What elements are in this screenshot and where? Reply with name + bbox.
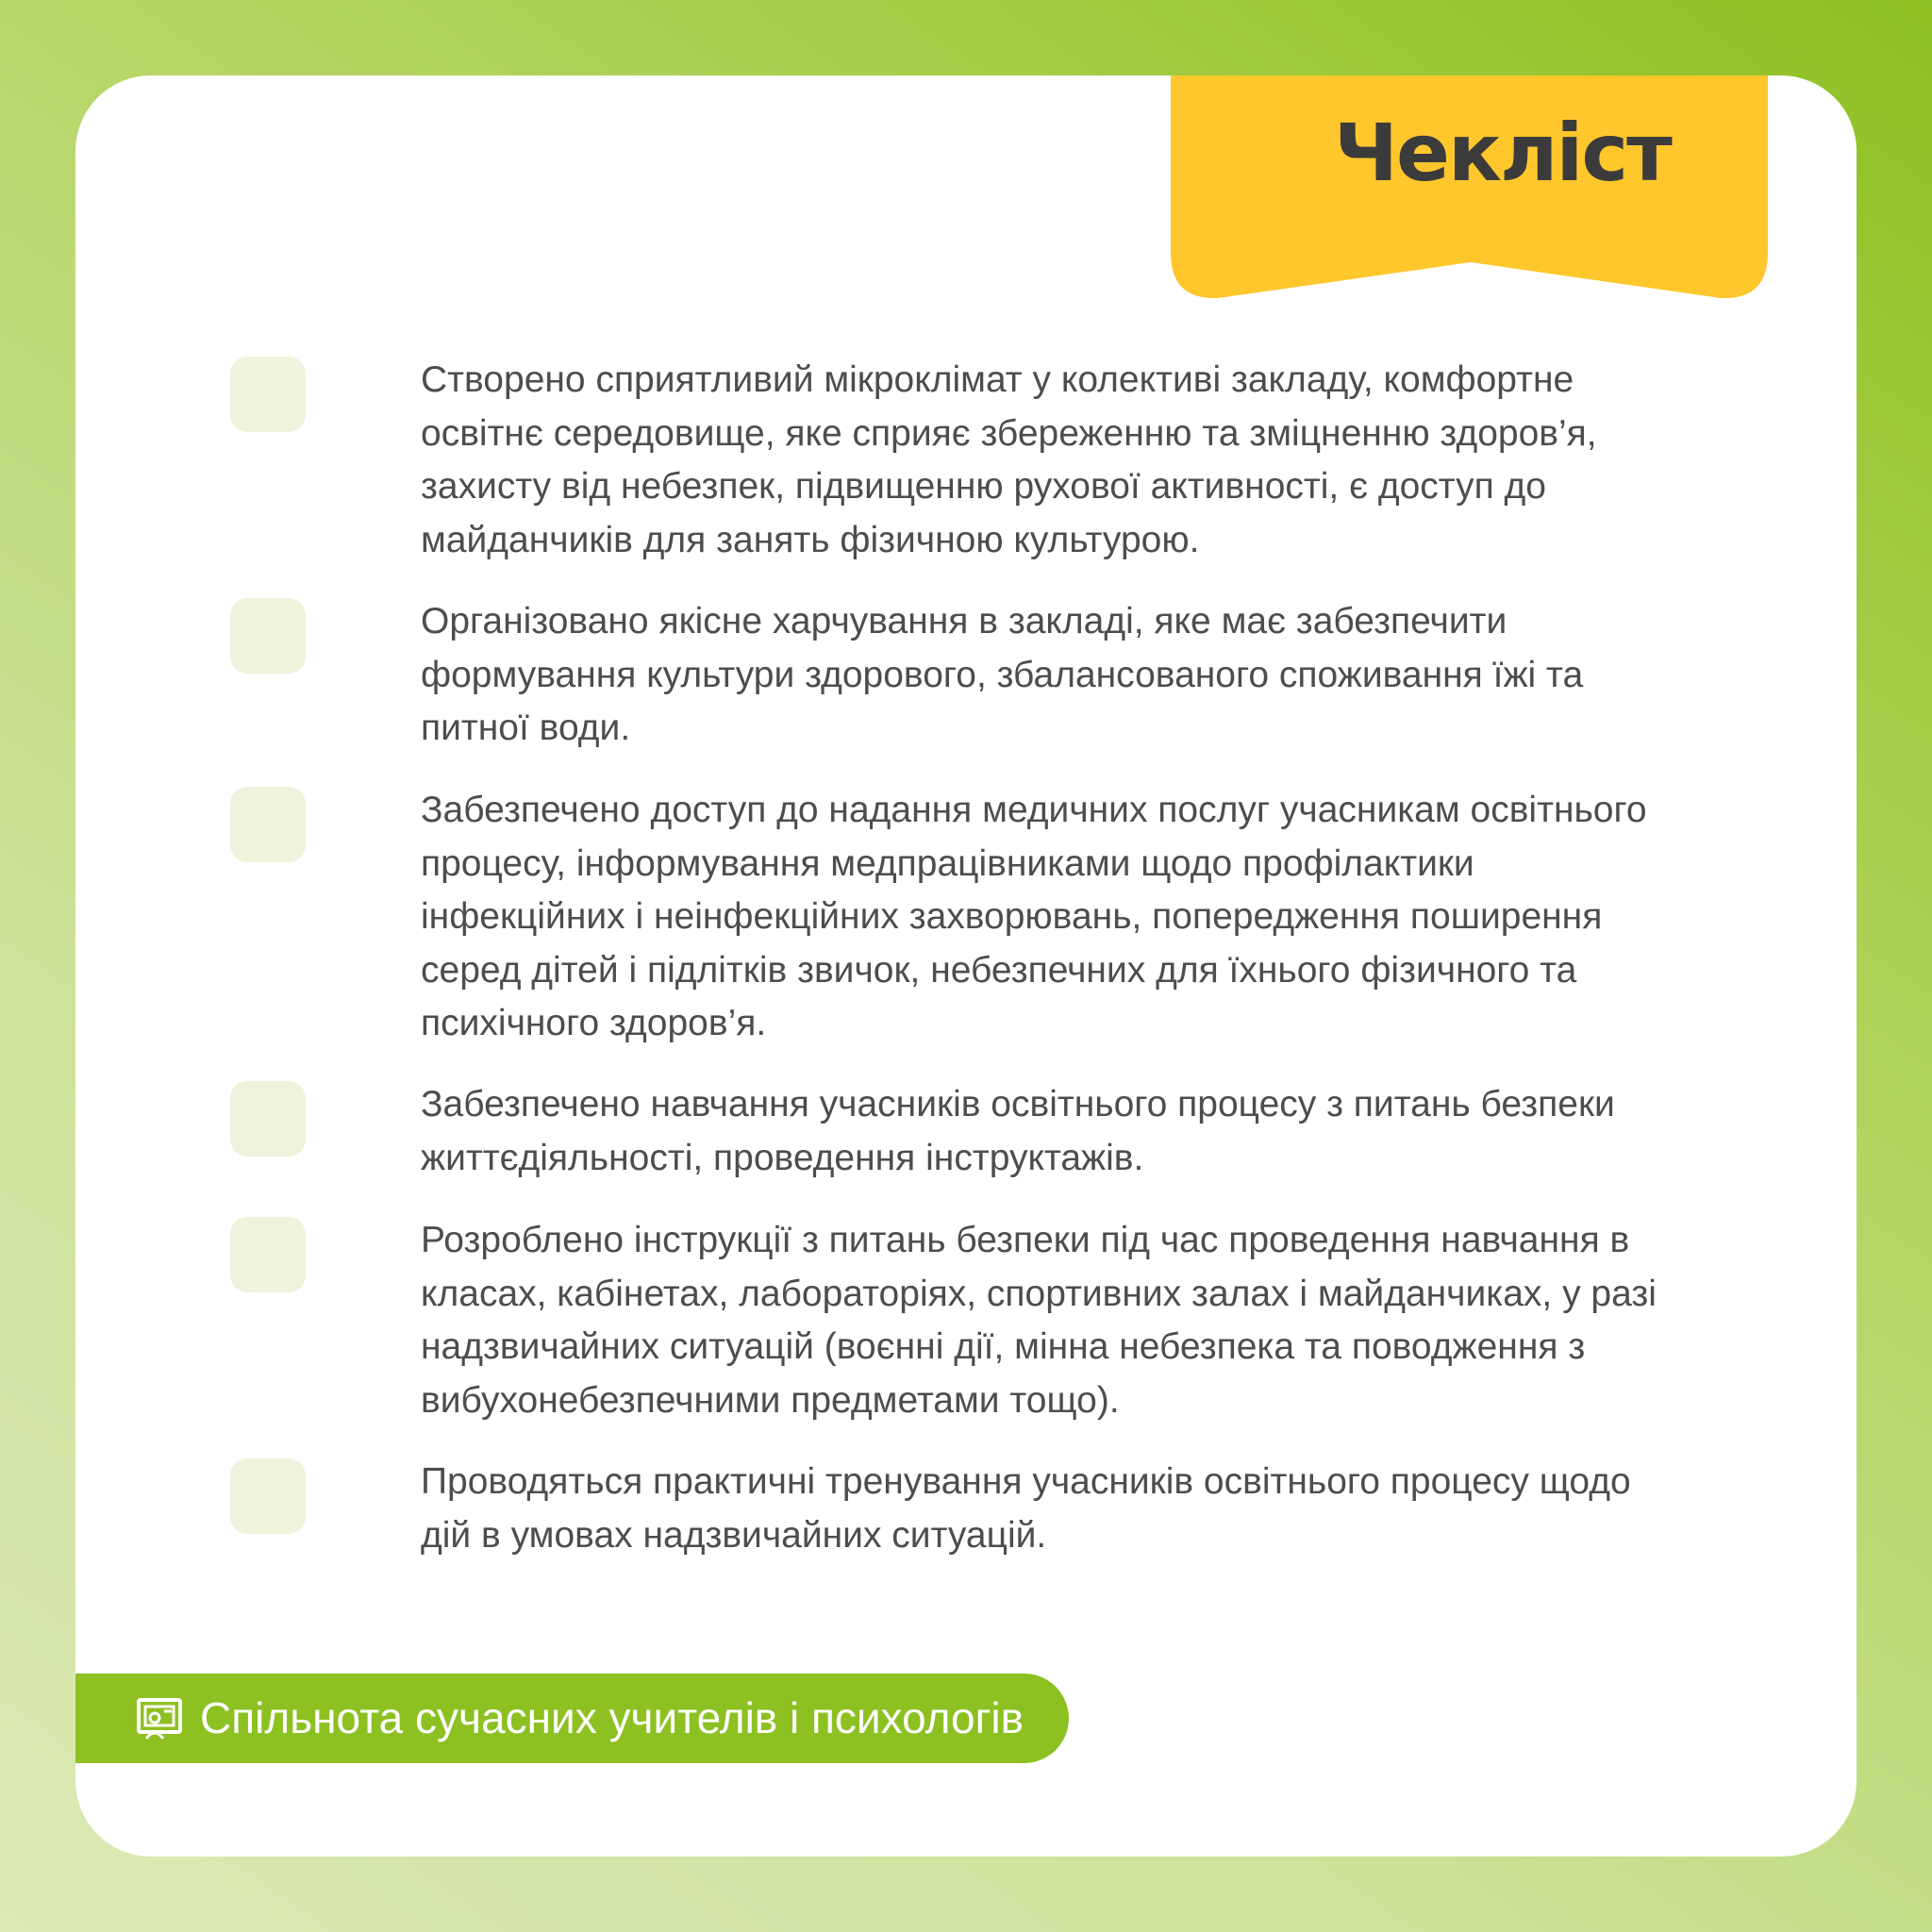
checklist-item-text: Забезпечено навчання учасників освітнього процесу з питань безпеки життєдіяльності, проведення інструктажів.: [421, 1084, 1615, 1178]
footer-text: Спільнота сучасних учителів і психологів: [200, 1693, 1024, 1742]
checkbox[interactable]: [230, 598, 306, 674]
checklist-item-text: Забезпечено доступ до надання медичних послуг учасникам освітнього процесу, інформування медпрацівниками щодо профілактики інфекційних і неінфекційних захворювань, попередження поширення серед дітей і підлітків звичок, небезпечних для їхнього фізичного та психічного здоров’я.: [421, 790, 1647, 1043]
classroom-board-icon: [136, 1697, 183, 1740]
page-title: Чекліст: [1334, 107, 1671, 199]
checkbox[interactable]: [230, 357, 306, 432]
checkbox[interactable]: [230, 1217, 306, 1292]
checkbox[interactable]: [230, 1458, 306, 1534]
checklist-item-text: Створено сприятливий мікроклімат у колективі закладу, комфортне освітнє середовище, яке сприяє збереженню та зміцненню здоров’я, захисту від небезпек, підвищенню рухової активності, є доступ до майданчиків для занять фізичною культурою.: [421, 359, 1597, 560]
checklist: [75, 75, 1857, 1857]
checklist-item-text: Проводяться практичні тренування учасників освітнього процесу щодо дій в умовах надзвичайних ситуацій.: [421, 1461, 1631, 1556]
checklist-item-text: Організовано якісне харчування в закладі, яке має забезпечити формування культури здорового, збалансованого споживання їжі та питної води.: [421, 601, 1584, 748]
checklist-card: [75, 75, 1857, 1857]
checkbox[interactable]: [230, 787, 306, 862]
checklist-item-text: Розроблено інструкції з питань безпеки під час проведення навчання в класах, кабінетах, лабораторіях, спортивних залах і майданчиках, у разі надзвичайних ситуацій (воєнні дії, мінна небезпека та поводження з вибухонебезпечними предметами тощо).: [421, 1220, 1657, 1421]
checkbox[interactable]: [230, 1081, 306, 1157]
footer-banner: [75, 1674, 1069, 1763]
